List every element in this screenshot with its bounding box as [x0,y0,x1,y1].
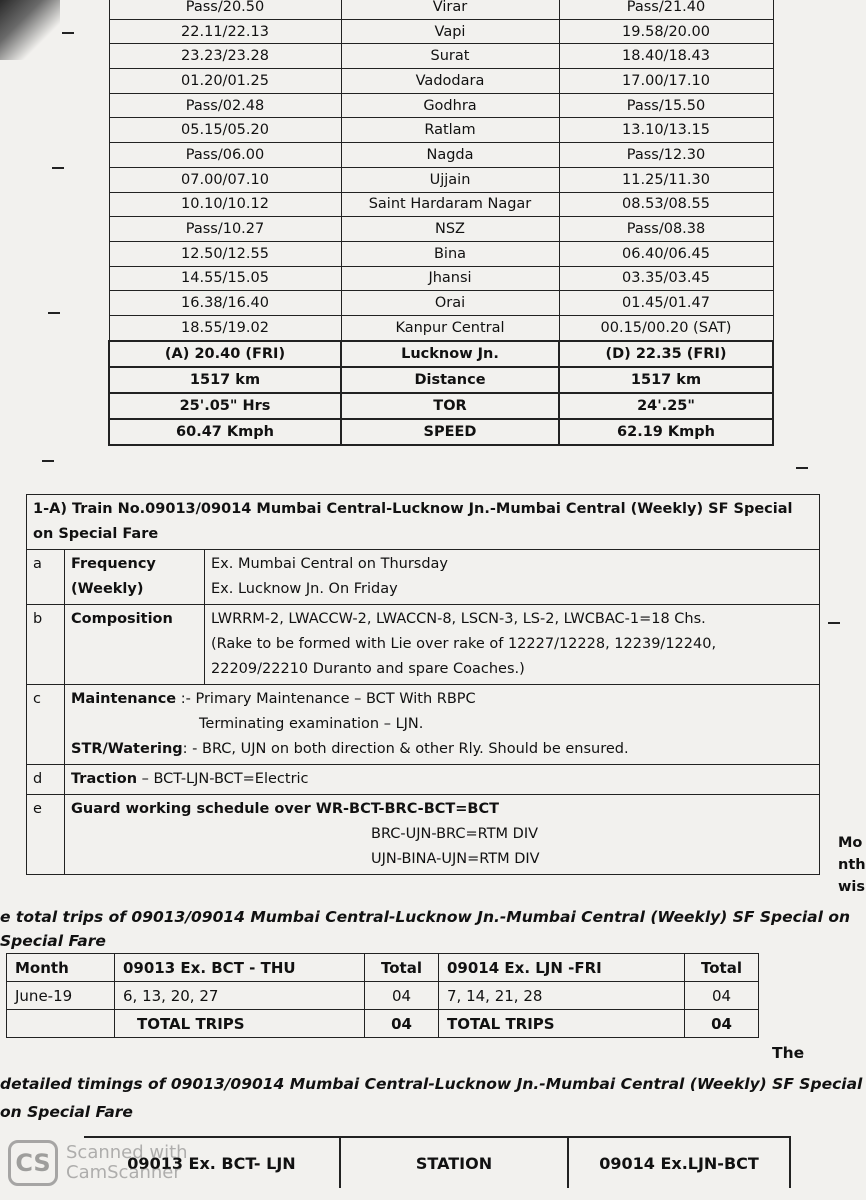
camscanner-logo-icon: CS [8,1140,58,1186]
summary-row [109,367,773,393]
header-station: STATION [340,1137,568,1188]
row-key: a [27,550,65,605]
arrival-departure-up: 13.10/13.15 [559,118,773,143]
margin-mark [52,167,64,169]
timing-row [109,167,773,192]
bottom-timing-header [84,1136,791,1188]
header-up-train: 09013 Ex. BCT- LJN [84,1137,340,1188]
timing-row [109,69,773,94]
arrival-departure-down: Pass/02.48 [109,93,341,118]
arrival-departure-up: 19.58/20.00 [559,19,773,44]
margin-mark [796,467,808,469]
cut-off-side-note: Mo nth wis [838,835,866,895]
composition-label: Composition [65,605,205,685]
arrival-departure-up: 18.40/18.43 [559,44,773,69]
traction-cell: Traction – BCT-LJN-BCT=Electric [65,765,820,795]
maintenance-cell: Maintenance :- Primary Maintenance – BCT With RBPC Terminating examination – LJN. STR/Watering: - BRC, UJN on both direction & other Rly. Should be ensured. [65,685,820,765]
arrival-departure-up: 03.35/03.45 [559,266,773,291]
timing-body [109,0,773,445]
arrival-departure-up: Pass/21.40 [559,0,773,19]
row-key: d [27,765,65,795]
summary-row [109,341,773,367]
station-name: SPEED [341,419,559,445]
header-up-train: 09013 Ex. BCT - THU [115,954,365,982]
summary-row [109,393,773,419]
arrival-departure-down: 14.55/15.05 [109,266,341,291]
arrival-departure-up: 00.15/00.20 (SAT) [559,315,773,340]
arrival-departure-down: (A) 20.40 (FRI) [109,341,341,367]
arrival-departure-up: Pass/08.38 [559,217,773,242]
station-name: Distance [341,367,559,393]
timing-row [109,19,773,44]
station-name: Vadodara [341,69,559,94]
station-name: Jhansi [341,266,559,291]
total-trips-value: 04 [685,1010,759,1038]
header-total: Total [685,954,759,982]
arrival-departure-down: 16.38/16.40 [109,291,341,316]
timing-table [108,0,774,446]
frequency-value: Ex. Mumbai Central on Thursday Ex. Lucknow Jn. On Friday [205,550,820,605]
station-name: Vapi [341,19,559,44]
scan-shadow [0,0,60,60]
timing-row [109,44,773,69]
arrival-departure-down: 1517 km [109,367,341,393]
row-key: c [27,685,65,765]
arrival-departure-down: 12.50/12.55 [109,241,341,266]
timing-row [109,0,773,19]
total-trips-paragraph-cont: Special Fare [0,932,106,950]
arrival-departure-up: 24'.25" [559,393,773,419]
arrival-departure-down: 07.00/07.10 [109,167,341,192]
timing-row [109,93,773,118]
timing-row [109,217,773,242]
up-total-cell: 04 [365,982,439,1010]
timing-row [109,315,773,340]
arrival-departure-up: 62.19 Kmph [559,419,773,445]
train-details-table [26,494,820,875]
total-trips-label: TOTAL TRIPS [115,1010,365,1038]
arrival-departure-down: 05.15/05.20 [109,118,341,143]
total-trips-value: 04 [365,1010,439,1038]
total-trips-label: TOTAL TRIPS [439,1010,685,1038]
arrival-departure-up: 01.45/01.47 [559,291,773,316]
up-dates-cell: 6, 13, 20, 27 [115,982,365,1010]
row-key: b [27,605,65,685]
total-trips-table [6,953,759,1038]
month-cell: June-19 [7,982,115,1010]
total-trips-paragraph: e total trips of 09013/09014 Mumbai Central-Lucknow Jn.-Mumbai Central (Weekly) SF Special on [0,908,851,926]
margin-mark [62,32,74,34]
timing-row [109,241,773,266]
arrival-departure-up: Pass/12.30 [559,143,773,168]
station-name: Godhra [341,93,559,118]
station-name: Bina [341,241,559,266]
detailed-timings-paragraph: detailed timings of 09013/09014 Mumbai Central-Lucknow Jn.-Mumbai Central (Weekly) SF Special [0,1075,863,1093]
arrival-departure-down: 25'.05" Hrs [109,393,341,419]
arrival-departure-up: 11.25/11.30 [559,167,773,192]
empty-cell [7,1010,115,1038]
timing-row [109,266,773,291]
arrival-departure-down: Pass/10.27 [109,217,341,242]
arrival-departure-up: 08.53/08.55 [559,192,773,217]
row-key: e [27,795,65,875]
timing-row [109,118,773,143]
arrival-departure-down: 23.23/23.28 [109,44,341,69]
section-title: 1-A) Train No.09013/09014 Mumbai Central-Lucknow Jn.-Mumbai Central (Weekly) SF Special on Special Fare [27,495,820,550]
station-name: Orai [341,291,559,316]
station-name: TOR [341,393,559,419]
station-name: NSZ [341,217,559,242]
timing-row [109,143,773,168]
guard-schedule-cell: Guard working schedule over WR-BCT-BRC-BCT=BCT BRC-UJN-BRC=RTM DIV UJN-BINA-UJN=RTM DIV [65,795,820,875]
header-month: Month [7,954,115,982]
summary-row [109,419,773,445]
arrival-departure-up: Pass/15.50 [559,93,773,118]
station-name: Ratlam [341,118,559,143]
station-name: Virar [341,0,559,19]
header-down-train: 09014 Ex.LJN-BCT [568,1137,790,1188]
scanner-watermark: CS Scanned with CamScanner [8,1140,188,1186]
arrival-departure-down: 18.55/19.02 [109,315,341,340]
arrival-departure-up: (D) 22.35 (FRI) [559,341,773,367]
header-total: Total [365,954,439,982]
composition-value: LWRRM-2, LWACCW-2, LWACCN-8, LSCN-3, LS-2, LWCBAC-1=18 Chs. (Rake to be formed with Lie over rake of 12227/12228, 12239/12240, 22209/22210 Duranto and spare Coaches.) [205,605,820,685]
timing-row [109,291,773,316]
station-name: Kanpur Central [341,315,559,340]
arrival-departure-up: 06.40/06.45 [559,241,773,266]
timing-row [109,192,773,217]
arrival-departure-down: 10.10/10.12 [109,192,341,217]
arrival-departure-down: Pass/20.50 [109,0,341,19]
detailed-timings-paragraph-cont: on Special Fare [0,1103,133,1121]
header-down-train: 09014 Ex. LJN -FRI [439,954,685,982]
side-note-the: The [772,1044,805,1062]
margin-mark [48,312,60,314]
station-name: Surat [341,44,559,69]
station-name: Nagda [341,143,559,168]
arrival-departure-down: 01.20/01.25 [109,69,341,94]
arrival-departure-up: 1517 km [559,367,773,393]
down-dates-cell: 7, 14, 21, 28 [439,982,685,1010]
station-name: Ujjain [341,167,559,192]
arrival-departure-down: 22.11/22.13 [109,19,341,44]
arrival-departure-up: 17.00/17.10 [559,69,773,94]
down-total-cell: 04 [685,982,759,1010]
station-name: Saint Hardaram Nagar [341,192,559,217]
margin-mark [42,460,54,462]
station-name: Lucknow Jn. [341,341,559,367]
arrival-departure-down: 60.47 Kmph [109,419,341,445]
arrival-departure-down: Pass/06.00 [109,143,341,168]
frequency-label: Frequency (Weekly) [65,550,205,605]
margin-mark [828,622,840,624]
